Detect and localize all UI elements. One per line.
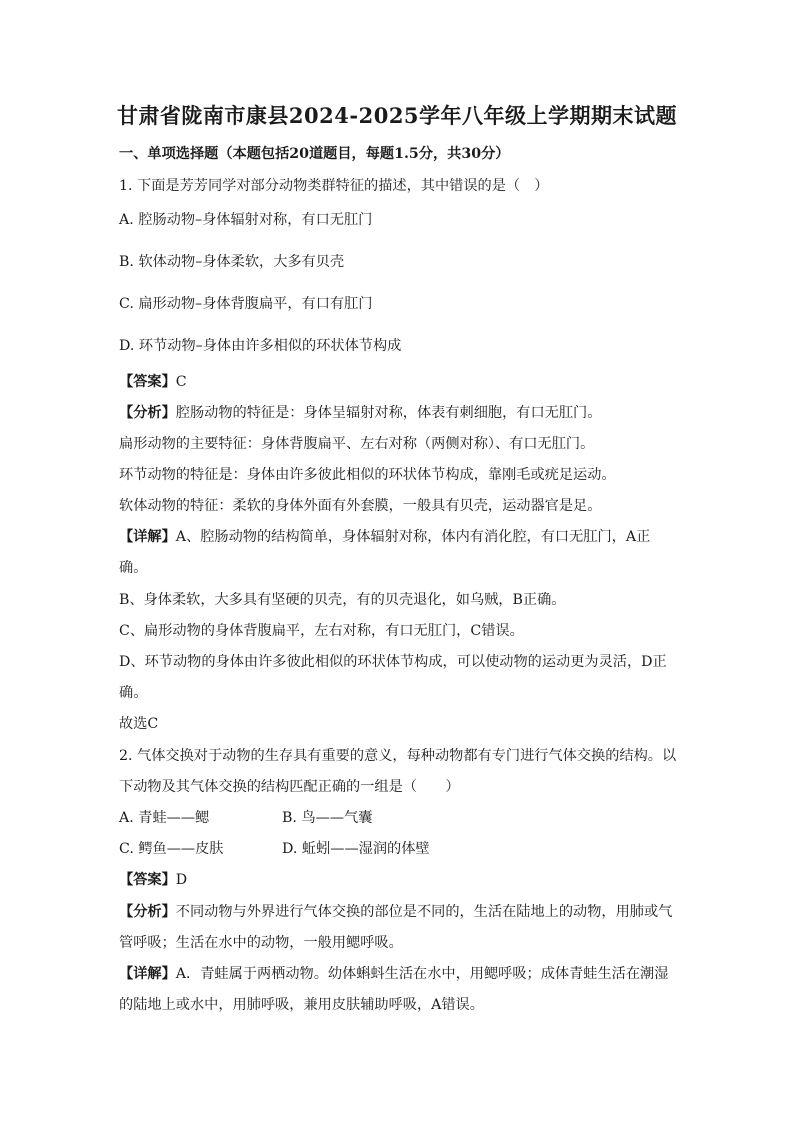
analysis-tag: 【分析】	[119, 904, 176, 920]
q1-option-a: A. 腔肠动物–身体辐射对称，有口无肛门	[119, 212, 373, 228]
q1-answer	[119, 372, 187, 392]
q2-options-row	[119, 808, 209, 828]
detail-text: A、腔肠动物的结构简单，身体辐射对称，体内有消化腔，有口无肛门，A正	[175, 529, 651, 545]
section-heading: 一、单项选择题（本题包括20道题目，每题1.5分，共30分）	[119, 146, 510, 162]
q1-analysis-line: 环节动物的特征是：身体由许多彼此相似的环状体节构成，靠刚毛或疣足运动。	[119, 467, 616, 483]
q1-stem: 1. 下面是芳芳同学对部分动物类群特征的描述，其中错误的是（ ）	[119, 178, 549, 194]
q1-option-c: C. 扁形动物–身体背腹扁平，有口有肛门	[119, 296, 373, 312]
answer-tag: 【答案】	[119, 872, 176, 888]
q1-detail-line: 确。	[119, 685, 148, 701]
q1-analysis-line	[119, 403, 601, 423]
analysis-text: 不同动物与外界进行气体交换的部位是不同的，生活在陆地上的动物，用肺或气	[175, 904, 673, 920]
answer-value: C	[175, 374, 187, 390]
q1-detail-line: D、环节动物的身体由许多彼此相似的环状体节构成，可以使动物的运动更为灵活，D正	[119, 654, 667, 670]
q2-option-b: B. 鸟——气囊	[282, 810, 373, 826]
q1-conclusion: 故选C	[119, 716, 159, 732]
detail-text: A．青蛙属于两栖动物。幼体蝌蚪生活在水中，用鳃呼吸；成体青蛙生活在潮湿	[175, 966, 669, 982]
q1-detail-line: B、身体柔软，大多具有坚硬的贝壳，有的贝壳退化，如乌贼，B正确。	[119, 592, 566, 608]
q1-detail-line: C、扁形动物的身体背腹扁平，左右对称，有口无肛门，C错误。	[119, 623, 524, 639]
analysis-tag: 【分析】	[119, 405, 176, 421]
answer-tag: 【答案】	[119, 374, 176, 390]
detail-tag: 【详解】	[119, 529, 176, 545]
q2-analysis-line	[119, 902, 672, 922]
q1-detail-line	[119, 527, 650, 547]
q2-option-d: D. 蚯蚓——湿润的体壁	[282, 841, 430, 857]
q1-option-b: B. 软体动物–身体柔软，大多有贝壳	[119, 254, 345, 270]
q1-analysis-line: 软体动物的特征：柔软的身体外面有外套膜，一般具有贝壳，运动器官是足。	[119, 498, 602, 514]
q2-detail-line	[119, 964, 668, 984]
q1-detail-line: 确。	[119, 560, 148, 576]
answer-value: D	[175, 872, 188, 888]
q1-option-d: D. 环节动物–身体由许多相似的环状体节构成	[119, 338, 402, 354]
q2-option-c: C. 鳄鱼——皮肤	[119, 841, 224, 857]
q2-stem-line: 2. 气体交换对于动物的生存具有重要的意义，每种动物都有专门进行气体交换的结构。以	[119, 748, 677, 764]
q2-stem-line: 下动物及其气体交换的结构匹配正确的一组是（ ）	[119, 779, 460, 795]
q2-option-a: A. 青蛙——鳃	[119, 810, 210, 826]
q2-analysis-line: 管呼吸；生活在水中的动物，一般用鳃呼吸。	[119, 935, 403, 951]
analysis-text: 腔肠动物的特征是：身体呈辐射对称，体表有刺细胞，有口无肛门。	[175, 405, 602, 421]
q2-answer	[119, 870, 187, 890]
q1-analysis-line: 扁形动物的主要特征：身体背腹扁平、左右对称（两侧对称）、有口无肛门。	[119, 436, 595, 452]
detail-tag: 【详解】	[119, 966, 176, 982]
document-title: 甘肃省陇南市康县2024-2025学年八年级上学期期末试题	[116, 103, 678, 128]
q2-detail-line: 的陆地上或水中，用肺呼吸，兼用皮肤辅助呼吸，A错误。	[119, 997, 484, 1013]
